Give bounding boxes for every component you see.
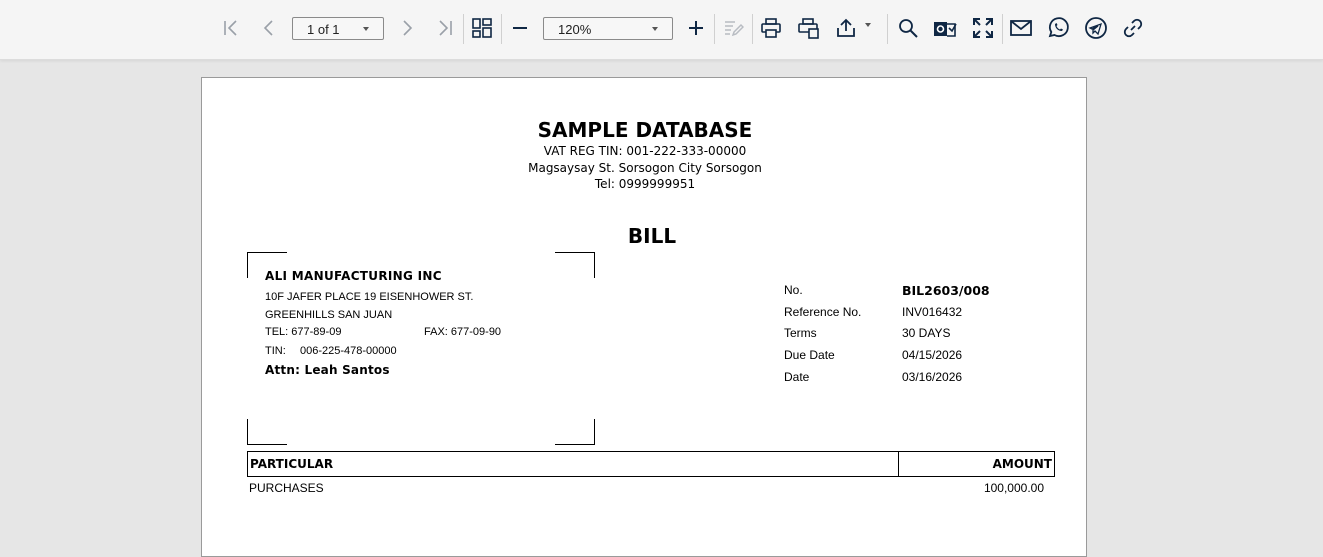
terms-label: Terms [784, 326, 817, 340]
vendor-tin-label: TIN: [265, 345, 286, 357]
bill-number-value: BIL2603/008 [902, 283, 990, 298]
search-icon [897, 17, 919, 39]
vendor-attention: Attn: Leah Santos [265, 363, 390, 377]
vat-reg-tin: VAT REG TIN: 001-222-333-00000 [543, 144, 747, 158]
first-page-button[interactable] [215, 12, 247, 44]
window-corner-top-right [555, 252, 595, 278]
next-page-button[interactable] [391, 12, 423, 44]
telegram-button[interactable] [1080, 12, 1112, 44]
first-page-icon [221, 18, 241, 38]
whatsapp-icon [1046, 16, 1070, 40]
email-button[interactable] [1005, 12, 1037, 44]
terms-value: 30 DAYS [902, 326, 951, 340]
print-button[interactable] [755, 12, 787, 44]
reference-number-value: INV016432 [902, 305, 963, 319]
export-icon [835, 17, 857, 39]
export-button[interactable] [830, 12, 862, 44]
email-icon [1009, 17, 1033, 39]
edit-icon [722, 17, 744, 39]
zoom-out-icon [510, 18, 530, 38]
chevron-down-icon [652, 27, 658, 31]
search-button[interactable] [892, 12, 924, 44]
last-page-icon [435, 18, 455, 38]
link-button[interactable] [1117, 12, 1149, 44]
window-corner-bottom-right [555, 419, 595, 445]
page-selector[interactable] [292, 17, 384, 40]
next-page-icon [397, 18, 417, 38]
whatsapp-button[interactable] [1042, 12, 1074, 44]
chevron-down-icon [865, 23, 871, 27]
page-indicator: 1 of 1 [307, 22, 340, 37]
date-value: 03/16/2026 [902, 370, 963, 384]
vendor-address-line2: GREENHILLS SAN JUAN [265, 309, 393, 321]
date-label: Date [784, 370, 810, 384]
last-page-button[interactable] [429, 12, 461, 44]
previous-page-button[interactable] [253, 12, 285, 44]
particulars-table-header [247, 451, 1055, 477]
print-preview-icon [797, 17, 821, 39]
export-dropdown-button[interactable] [860, 12, 876, 44]
thumbnails-icon [471, 17, 493, 39]
table-row-amount: 100,000.00 [983, 481, 1044, 495]
export-outlook-icon [933, 17, 957, 39]
column-divider [898, 452, 899, 476]
link-icon [1122, 17, 1144, 39]
table-row-particular: PURCHASES [249, 481, 324, 495]
report-page [201, 77, 1087, 557]
telegram-icon [1084, 16, 1108, 40]
zoom-in-button[interactable] [680, 12, 712, 44]
edit-button[interactable] [717, 12, 749, 44]
vendor-tin: 006-225-478-00000 [300, 345, 397, 357]
zoom-out-button[interactable] [504, 12, 536, 44]
company-tel: Tel: 0999999951 [594, 177, 696, 191]
chevron-down-icon [363, 27, 369, 31]
bill-number-label: No. [784, 283, 803, 297]
export-outlook-button[interactable] [929, 12, 961, 44]
zoom-level: 120% [558, 22, 592, 37]
vendor-tel: TEL: 677-89-09 [265, 326, 342, 338]
due-date-label: Due Date [784, 348, 835, 362]
company-name: SAMPLE DATABASE [537, 118, 753, 142]
due-date-value: 04/15/2026 [902, 348, 963, 362]
thumbnails-button[interactable] [466, 12, 498, 44]
fullscreen-icon [972, 17, 994, 39]
print-preview-button[interactable] [793, 12, 825, 44]
vendor-name: ALI MANUFACTURING INC [265, 269, 442, 283]
report-viewer-toolbar [0, 0, 1323, 60]
print-icon [760, 17, 782, 39]
document-title: BILL [627, 224, 677, 248]
previous-page-icon [259, 18, 279, 38]
particular-column-header: PARTICULAR [250, 457, 334, 471]
zoom-in-icon [686, 18, 706, 38]
vendor-fax: FAX: 677-09-90 [424, 326, 502, 338]
fullscreen-button[interactable] [967, 12, 999, 44]
amount-column-header: AMOUNT [992, 457, 1052, 471]
vendor-address-line1: 10F JAFER PLACE 19 EISENHOWER ST. [265, 291, 474, 303]
zoom-selector[interactable] [543, 17, 673, 40]
reference-number-label: Reference No. [784, 305, 862, 319]
company-address: Magsaysay St. Sorsogon City Sorsogon [528, 161, 762, 175]
window-corner-bottom-left [247, 419, 287, 445]
